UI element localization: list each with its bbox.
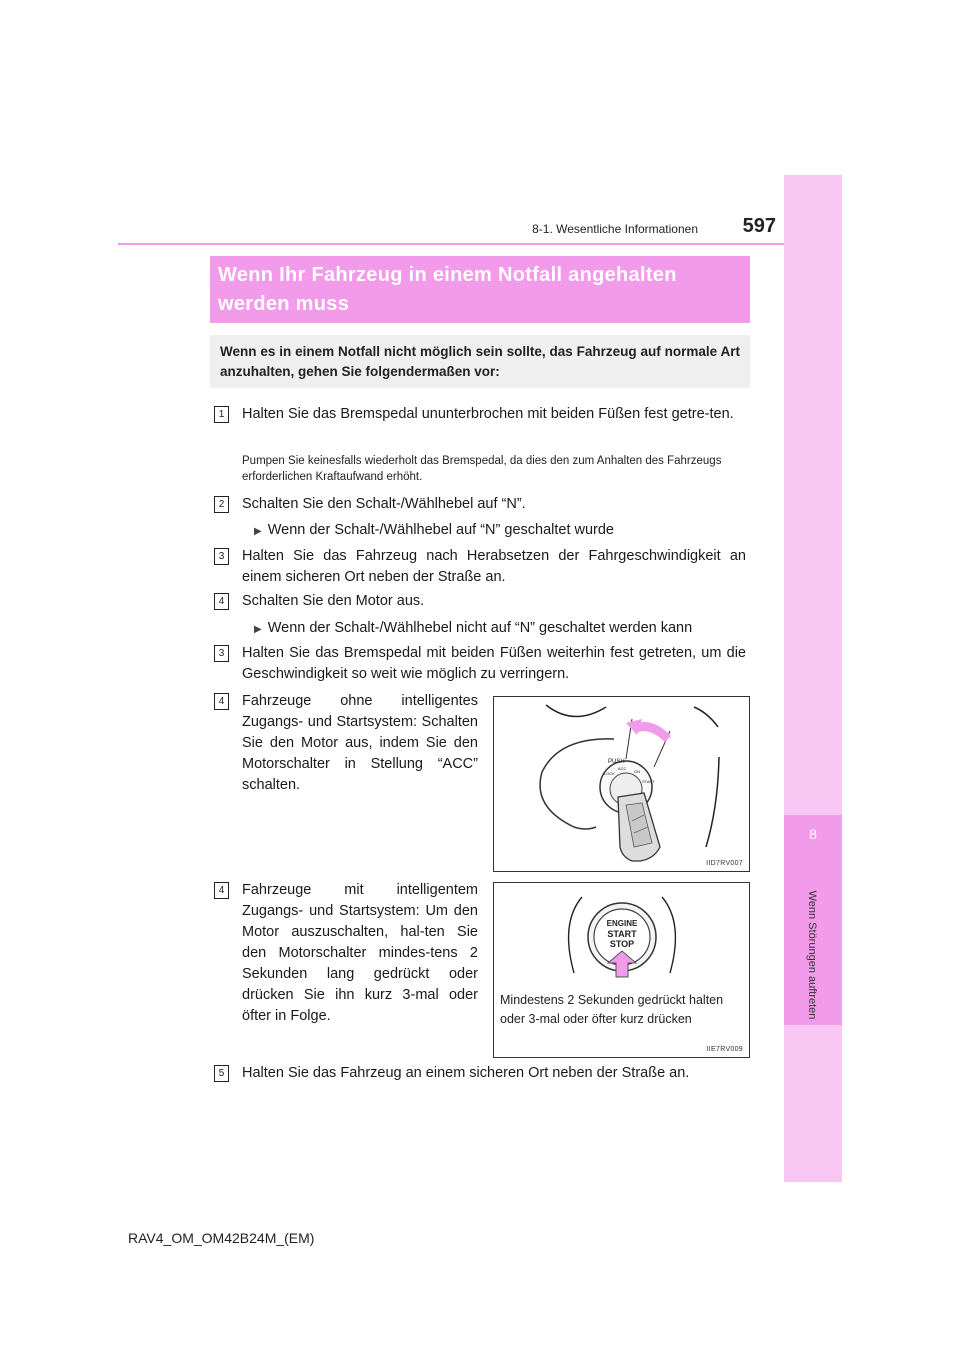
push-label: PUSH xyxy=(608,759,625,765)
engine-label: ENGINE xyxy=(606,919,638,928)
intro-text: Wenn es in einem Notfall nicht möglich sein sollte, das Fahrzeug auf normale Art anzuhalten, gehen Sie folgendermaßen vor: xyxy=(220,344,740,379)
chapter-label: Wenn Störungen auftreten xyxy=(806,890,818,1020)
step-number: 1 xyxy=(214,406,229,423)
triangle-bullet-icon: ▶ xyxy=(254,526,262,537)
step-number: 5 xyxy=(214,1065,229,1082)
step-text: Fahrzeuge mit intelligentem Zugangs- und Startsystem: Um den Motor auszuschalten, hal-ten Sie den Motorschalter mindes-tens 2 Sekunden lang gedrückt oder drücken Sie ihn kurz 3-mal oder öfter in Folge. xyxy=(242,882,478,1024)
step-number: 4 xyxy=(214,882,229,899)
ignition-key-icon xyxy=(494,697,749,871)
page-title: Wenn Ihr Fahrzeug in einem Notfall angehalten werden muss xyxy=(218,264,677,315)
step-number: 3 xyxy=(214,548,229,565)
engine-start-stop-button-icon xyxy=(494,883,749,1003)
section-label: 8-1. Wesentliche Informationen xyxy=(532,222,698,236)
figure-code: IID7RV007 xyxy=(706,860,743,867)
lock-label: LOCK xyxy=(604,771,615,776)
step-number: 4 xyxy=(214,693,229,710)
step-text: Schalten Sie den Motor aus. xyxy=(242,593,425,609)
page-number: 597 xyxy=(742,215,776,237)
ignition-key-figure xyxy=(493,696,750,872)
chapter-side-tab xyxy=(784,175,842,1182)
condition-heading: ▶ Wenn der Schalt-/Wählhebel nicht auf “N” geschaltet werden kann xyxy=(254,620,693,636)
document-code-footer: RAV4_OM_OM42B24M_(EM) xyxy=(128,1230,315,1246)
step-number: 3 xyxy=(214,645,229,662)
start-label: START xyxy=(642,779,655,784)
step-text: Fahrzeuge ohne intelligentes Zugangs- und Startsystem: Schalten Sie den Motor aus, indem Sie den Motorschalter in Stellung “ACC” schalten. xyxy=(242,693,478,793)
step-text: Schalten Sie den Schalt-/Wählhebel auf “N”. xyxy=(242,496,526,512)
step-text: Halten Sie das Fahrzeug nach Herabsetzen der Fahrgeschwindigkeit an einem sicheren Ort neben der Straße an. xyxy=(242,548,746,585)
step-text: Halten Sie das Bremspedal mit beiden Füßen weiterhin fest getreten, um die Geschwindigkeit so weit wie möglich zu verringern. xyxy=(242,645,746,682)
step-number: 4 xyxy=(214,593,229,610)
title-banner xyxy=(210,256,750,323)
stop-label: STOP xyxy=(609,939,635,949)
step-note: Pumpen Sie keinesfalls wiederholt das Bremspedal, da dies den zum Anhalten des Fahrzeugs erforderlichen Kraftaufwand erhöht. xyxy=(242,455,722,483)
condition-heading: ▶ Wenn der Schalt-/Wählhebel auf “N” geschaltet wurde xyxy=(254,522,614,538)
step-text: Halten Sie das Bremspedal ununterbrochen mit beiden Füßen fest getre-ten. xyxy=(242,406,734,422)
triangle-bullet-icon: ▶ xyxy=(254,624,262,635)
on-label: ON xyxy=(634,769,640,774)
step-text: Halten Sie das Fahrzeug an einem sicheren Ort neben der Straße an. xyxy=(242,1065,690,1081)
header-divider xyxy=(118,243,784,245)
step-number: 2 xyxy=(214,496,229,513)
intro-box xyxy=(210,335,750,388)
figure-caption: Mindestens 2 Sekunden gedrückt halten oder 3-mal oder öfter kurz drücken xyxy=(500,993,724,1026)
start-label: START xyxy=(607,929,637,939)
figure-code: IIE7RV009 xyxy=(706,1046,743,1053)
engine-switch-figure xyxy=(493,882,750,1058)
acc-label: ACC xyxy=(618,766,627,771)
chapter-number: 8 xyxy=(809,826,817,842)
